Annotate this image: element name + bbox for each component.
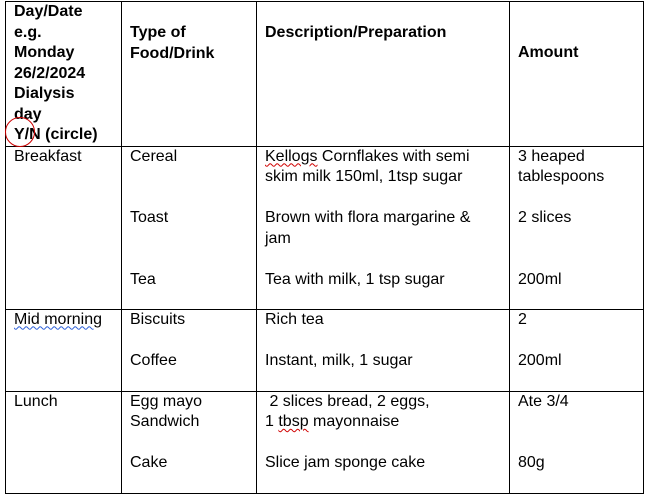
lunch-row xyxy=(6,391,644,493)
header-line: e.g. xyxy=(14,23,42,41)
header-line: Amount xyxy=(518,44,579,61)
spellcheck-word: Kellogs xyxy=(265,147,318,165)
description-line: jam xyxy=(265,229,291,247)
meal-cell xyxy=(6,146,122,309)
description-line: Rich tea xyxy=(265,310,324,328)
food-cell xyxy=(122,309,257,391)
header-description xyxy=(257,2,510,147)
food-item: Sandwich xyxy=(130,413,200,430)
food-item: Cake xyxy=(130,454,168,471)
amount-line: 200ml xyxy=(518,270,562,288)
description-line xyxy=(265,147,509,168)
description-text: 1 xyxy=(265,413,279,430)
food-item: Biscuits xyxy=(130,310,186,328)
food-item: Coffee xyxy=(130,351,177,369)
header-amount xyxy=(510,2,644,147)
header-line: Type of xyxy=(130,24,186,41)
description-cell xyxy=(257,146,510,309)
description-line: 2 slices bread, 2 eggs, xyxy=(265,392,430,410)
description-text: mayonnaise xyxy=(308,413,400,430)
food-item: Tea xyxy=(130,270,156,288)
amount-cell xyxy=(510,309,644,391)
meal-label: Mid morning xyxy=(14,310,103,328)
food-item: Cereal xyxy=(130,147,178,165)
food-cell xyxy=(122,391,257,493)
header-day-date xyxy=(6,2,122,147)
description-line: skim milk 150ml, 1tsp sugar xyxy=(265,168,463,185)
header-type xyxy=(122,2,257,147)
yn-rest: /N (circle) xyxy=(24,126,98,143)
amount-line: tablespoons xyxy=(518,168,605,185)
description-cell xyxy=(257,391,510,493)
header-line: 26/2/2024 xyxy=(14,64,86,82)
description-line: Brown with flora margarine & xyxy=(265,209,471,226)
description-line: Instant, milk, 1 sugar xyxy=(265,351,413,369)
meal-cell xyxy=(6,391,122,493)
amount-line: 200ml xyxy=(518,351,562,369)
mid-morning-row xyxy=(6,309,644,391)
header-line: Description/Preparation xyxy=(265,24,447,41)
yn-line xyxy=(14,125,121,146)
meal-label: Breakfast xyxy=(14,147,82,165)
meal-cell xyxy=(6,309,122,391)
meal-label: Lunch xyxy=(14,392,58,410)
header-row xyxy=(6,2,644,147)
header-line: Day/Date xyxy=(14,3,83,20)
description-line xyxy=(265,412,509,433)
food-item: Toast xyxy=(130,209,169,226)
amount-line: 3 heaped xyxy=(518,147,585,165)
header-line: Food/Drink xyxy=(130,44,215,62)
description-cell xyxy=(257,309,510,391)
breakfast-row xyxy=(6,146,644,309)
header-line: day xyxy=(14,105,42,123)
amount-line: 2 slices xyxy=(518,209,572,226)
description-text: Cornflakes with semi xyxy=(317,147,470,165)
description-line: Tea with milk, 1 tsp sugar xyxy=(265,270,445,288)
food-cell xyxy=(122,146,257,309)
header-line: Dialysis xyxy=(14,85,75,102)
amount-line: 2 xyxy=(518,310,527,328)
description-line: Slice jam sponge cake xyxy=(265,454,426,471)
header-line: Monday xyxy=(14,44,75,61)
spellcheck-word: tbsp xyxy=(278,413,309,430)
food-diary-table xyxy=(5,1,644,494)
amount-cell xyxy=(510,146,644,309)
food-item: Egg mayo xyxy=(130,392,203,410)
amount-line: 80g xyxy=(518,454,545,471)
amount-line: Ate 3/4 xyxy=(518,392,569,410)
circled-y: Y xyxy=(14,125,25,146)
amount-cell xyxy=(510,391,644,493)
